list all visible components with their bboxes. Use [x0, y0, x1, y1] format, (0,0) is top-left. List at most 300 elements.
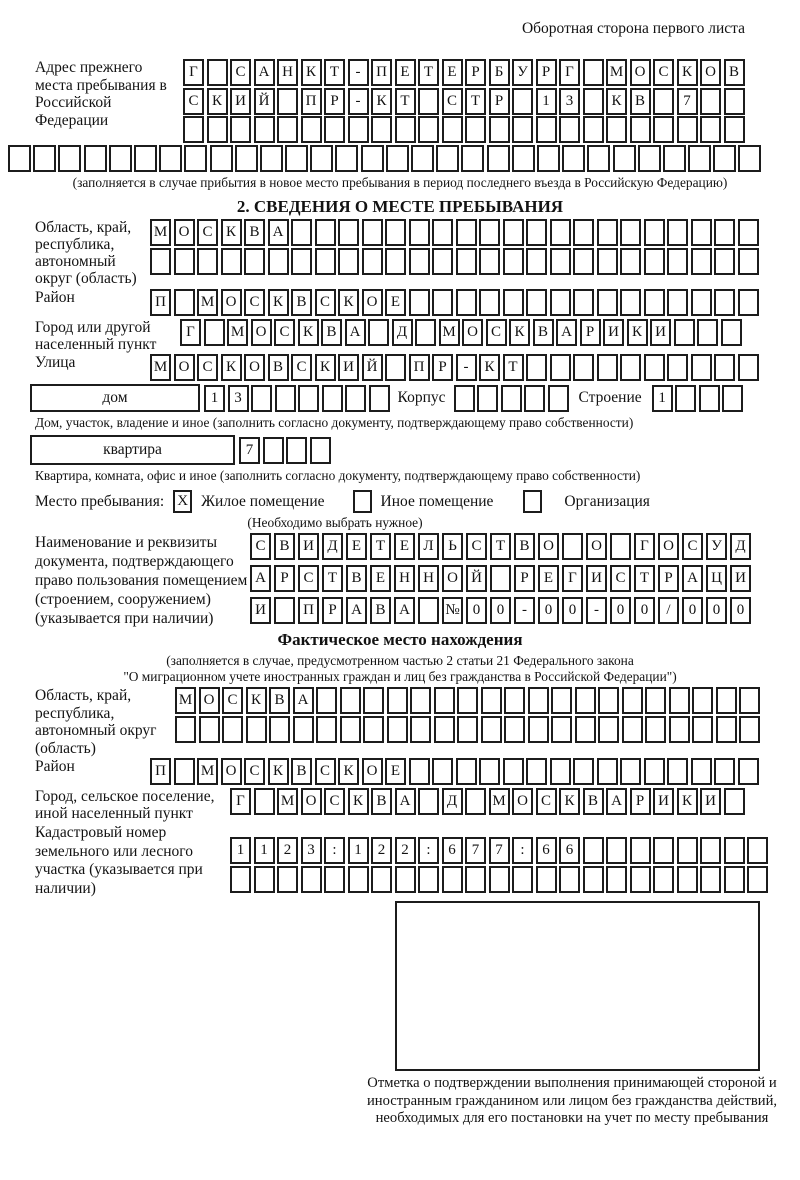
char-cell[interactable]: [503, 758, 524, 785]
char-cell[interactable]: [371, 866, 392, 893]
char-cell[interactable]: Е: [385, 289, 406, 316]
char-cell[interactable]: Н: [394, 565, 415, 592]
char-cell[interactable]: [747, 866, 768, 893]
char-cell[interactable]: [714, 289, 735, 316]
char-cell[interactable]: [528, 687, 549, 714]
char-cell[interactable]: [597, 289, 618, 316]
char-cell[interactable]: [418, 597, 439, 624]
char-cell[interactable]: 0: [682, 597, 703, 624]
char-cell[interactable]: [395, 116, 416, 143]
char-cell[interactable]: И: [338, 354, 359, 381]
char-cell[interactable]: [410, 687, 431, 714]
char-cell[interactable]: [204, 319, 225, 346]
char-cell[interactable]: [385, 219, 406, 246]
char-cell[interactable]: [418, 788, 439, 815]
char-cell[interactable]: [724, 116, 745, 143]
char-cell[interactable]: [551, 687, 572, 714]
char-cell[interactable]: Й: [254, 88, 275, 115]
char-cell[interactable]: С: [610, 565, 631, 592]
char-cell[interactable]: [442, 866, 463, 893]
char-cell[interactable]: [322, 385, 343, 412]
char-cell[interactable]: [235, 145, 258, 172]
char-cell[interactable]: С: [442, 88, 463, 115]
char-cell[interactable]: С: [274, 319, 295, 346]
char-cell[interactable]: [254, 116, 275, 143]
char-cell[interactable]: [387, 687, 408, 714]
char-cell[interactable]: [456, 758, 477, 785]
stay-option-organization-checkbox[interactable]: [523, 490, 542, 513]
char-cell[interactable]: [620, 289, 641, 316]
char-cell[interactable]: [714, 219, 735, 246]
char-cell[interactable]: [738, 758, 759, 785]
char-cell[interactable]: П: [150, 758, 171, 785]
char-cell[interactable]: [620, 758, 641, 785]
char-cell[interactable]: С: [298, 565, 319, 592]
char-cell[interactable]: [645, 687, 666, 714]
char-cell[interactable]: [197, 248, 218, 275]
char-cell[interactable]: К: [509, 319, 530, 346]
char-cell[interactable]: В: [533, 319, 554, 346]
char-cell[interactable]: [504, 687, 525, 714]
char-cell[interactable]: [316, 716, 337, 743]
char-cell[interactable]: [620, 248, 641, 275]
char-cell[interactable]: И: [730, 565, 751, 592]
char-cell[interactable]: [275, 385, 296, 412]
char-cell[interactable]: [653, 116, 674, 143]
char-cell[interactable]: [724, 788, 745, 815]
char-cell[interactable]: [348, 866, 369, 893]
char-cell[interactable]: Г: [559, 59, 580, 86]
char-cell[interactable]: Р: [274, 565, 295, 592]
char-cell[interactable]: [512, 116, 533, 143]
char-cell[interactable]: [409, 289, 430, 316]
char-cell[interactable]: [174, 758, 195, 785]
char-cell[interactable]: Ц: [706, 565, 727, 592]
char-cell[interactable]: К: [677, 788, 698, 815]
char-cell[interactable]: О: [700, 59, 721, 86]
char-cell[interactable]: С: [222, 687, 243, 714]
char-cell[interactable]: И: [700, 788, 721, 815]
char-cell[interactable]: О: [630, 59, 651, 86]
char-cell[interactable]: [562, 145, 585, 172]
char-cell[interactable]: [277, 116, 298, 143]
char-cell[interactable]: Т: [324, 59, 345, 86]
char-cell[interactable]: О: [362, 289, 383, 316]
char-cell[interactable]: [411, 145, 434, 172]
char-cell[interactable]: [677, 116, 698, 143]
char-cell[interactable]: К: [479, 354, 500, 381]
char-cell[interactable]: [84, 145, 107, 172]
char-cell[interactable]: [434, 716, 455, 743]
char-cell[interactable]: В: [268, 354, 289, 381]
char-cell[interactable]: [418, 88, 439, 115]
char-cell[interactable]: П: [298, 597, 319, 624]
char-cell[interactable]: -: [348, 59, 369, 86]
char-cell[interactable]: Е: [538, 565, 559, 592]
char-cell[interactable]: Р: [580, 319, 601, 346]
char-cell[interactable]: №: [442, 597, 463, 624]
char-cell[interactable]: [724, 866, 745, 893]
char-cell[interactable]: М: [277, 788, 298, 815]
char-cell[interactable]: О: [512, 788, 533, 815]
char-cell[interactable]: [340, 716, 361, 743]
char-cell[interactable]: [674, 319, 695, 346]
char-cell[interactable]: К: [627, 319, 648, 346]
char-cell[interactable]: 0: [466, 597, 487, 624]
char-cell[interactable]: О: [586, 533, 607, 560]
char-cell[interactable]: [33, 145, 56, 172]
char-cell[interactable]: [598, 687, 619, 714]
char-cell[interactable]: [622, 716, 643, 743]
char-cell[interactable]: [368, 319, 389, 346]
char-cell[interactable]: [583, 88, 604, 115]
char-cell[interactable]: [183, 116, 204, 143]
char-cell[interactable]: [409, 758, 430, 785]
char-cell[interactable]: А: [345, 319, 366, 346]
char-cell[interactable]: М: [489, 788, 510, 815]
char-cell[interactable]: [722, 385, 743, 412]
char-cell[interactable]: [501, 385, 522, 412]
char-cell[interactable]: С: [250, 533, 271, 560]
char-cell[interactable]: Д: [730, 533, 751, 560]
char-cell[interactable]: 0: [562, 597, 583, 624]
char-cell[interactable]: [738, 248, 759, 275]
char-cell[interactable]: [109, 145, 132, 172]
char-cell[interactable]: [630, 837, 651, 864]
char-cell[interactable]: О: [174, 219, 195, 246]
char-cell[interactable]: [644, 248, 665, 275]
char-cell[interactable]: [489, 866, 510, 893]
char-cell[interactable]: К: [268, 758, 289, 785]
char-cell[interactable]: [697, 319, 718, 346]
char-cell[interactable]: [716, 716, 737, 743]
char-cell[interactable]: К: [221, 354, 242, 381]
char-cell[interactable]: [700, 837, 721, 864]
char-cell[interactable]: [663, 145, 686, 172]
char-cell[interactable]: Р: [324, 88, 345, 115]
char-cell[interactable]: О: [221, 289, 242, 316]
char-cell[interactable]: [573, 354, 594, 381]
char-cell[interactable]: [667, 219, 688, 246]
char-cell[interactable]: [432, 758, 453, 785]
char-cell[interactable]: [456, 219, 477, 246]
char-cell[interactable]: С: [230, 59, 251, 86]
char-cell[interactable]: [277, 866, 298, 893]
char-cell[interactable]: М: [439, 319, 460, 346]
char-cell[interactable]: С: [315, 289, 336, 316]
char-cell[interactable]: [714, 248, 735, 275]
char-cell[interactable]: [263, 437, 284, 464]
char-cell[interactable]: [620, 219, 641, 246]
char-cell[interactable]: :: [324, 837, 345, 864]
char-cell[interactable]: [387, 716, 408, 743]
char-cell[interactable]: [714, 758, 735, 785]
char-cell[interactable]: :: [418, 837, 439, 864]
char-cell[interactable]: [503, 219, 524, 246]
char-cell[interactable]: С: [244, 758, 265, 785]
char-cell[interactable]: [465, 788, 486, 815]
char-cell[interactable]: К: [246, 687, 267, 714]
char-cell[interactable]: [548, 385, 569, 412]
char-cell[interactable]: [432, 248, 453, 275]
char-cell[interactable]: В: [244, 219, 265, 246]
char-cell[interactable]: [477, 385, 498, 412]
char-cell[interactable]: [230, 116, 251, 143]
char-cell[interactable]: И: [230, 88, 251, 115]
char-cell[interactable]: С: [324, 788, 345, 815]
char-cell[interactable]: И: [603, 319, 624, 346]
char-cell[interactable]: [536, 116, 557, 143]
char-cell[interactable]: Т: [490, 533, 511, 560]
char-cell[interactable]: М: [606, 59, 627, 86]
char-cell[interactable]: [260, 145, 283, 172]
char-cell[interactable]: А: [268, 219, 289, 246]
char-cell[interactable]: [691, 248, 712, 275]
char-cell[interactable]: [692, 687, 713, 714]
char-cell[interactable]: [293, 716, 314, 743]
char-cell[interactable]: Г: [183, 59, 204, 86]
char-cell[interactable]: К: [338, 758, 359, 785]
char-cell[interactable]: [653, 837, 674, 864]
char-cell[interactable]: [724, 837, 745, 864]
char-cell[interactable]: [714, 354, 735, 381]
char-cell[interactable]: М: [227, 319, 248, 346]
char-cell[interactable]: [644, 219, 665, 246]
char-cell[interactable]: 3: [559, 88, 580, 115]
char-cell[interactable]: [285, 145, 308, 172]
char-cell[interactable]: [559, 866, 580, 893]
char-cell[interactable]: Р: [322, 597, 343, 624]
char-cell[interactable]: [526, 758, 547, 785]
char-cell[interactable]: -: [456, 354, 477, 381]
char-cell[interactable]: [184, 145, 207, 172]
char-cell[interactable]: [150, 248, 171, 275]
char-cell[interactable]: Н: [277, 59, 298, 86]
char-cell[interactable]: М: [175, 687, 196, 714]
char-cell[interactable]: /: [658, 597, 679, 624]
char-cell[interactable]: 2: [277, 837, 298, 864]
char-cell[interactable]: К: [606, 88, 627, 115]
char-cell[interactable]: 7: [489, 837, 510, 864]
char-cell[interactable]: К: [338, 289, 359, 316]
char-cell[interactable]: [244, 248, 265, 275]
char-cell[interactable]: [457, 716, 478, 743]
char-cell[interactable]: [716, 687, 737, 714]
char-cell[interactable]: О: [462, 319, 483, 346]
char-cell[interactable]: [597, 219, 618, 246]
char-cell[interactable]: С: [466, 533, 487, 560]
char-cell[interactable]: [418, 866, 439, 893]
char-cell[interactable]: В: [724, 59, 745, 86]
char-cell[interactable]: [409, 248, 430, 275]
char-cell[interactable]: О: [174, 354, 195, 381]
char-cell[interactable]: [688, 145, 711, 172]
char-cell[interactable]: [562, 533, 583, 560]
char-cell[interactable]: [667, 248, 688, 275]
char-cell[interactable]: Д: [392, 319, 413, 346]
char-cell[interactable]: 7: [239, 437, 260, 464]
char-cell[interactable]: [456, 289, 477, 316]
char-cell[interactable]: Т: [322, 565, 343, 592]
char-cell[interactable]: [536, 866, 557, 893]
char-cell[interactable]: А: [556, 319, 577, 346]
char-cell[interactable]: 0: [730, 597, 751, 624]
char-cell[interactable]: В: [371, 788, 392, 815]
char-cell[interactable]: 1: [652, 385, 673, 412]
char-cell[interactable]: [550, 219, 571, 246]
char-cell[interactable]: -: [514, 597, 535, 624]
char-cell[interactable]: [269, 716, 290, 743]
char-cell[interactable]: П: [150, 289, 171, 316]
char-cell[interactable]: К: [348, 788, 369, 815]
char-cell[interactable]: [550, 758, 571, 785]
char-cell[interactable]: В: [269, 687, 290, 714]
char-cell[interactable]: [487, 145, 510, 172]
char-cell[interactable]: К: [677, 59, 698, 86]
char-cell[interactable]: 3: [301, 837, 322, 864]
char-cell[interactable]: Г: [634, 533, 655, 560]
char-cell[interactable]: К: [268, 289, 289, 316]
char-cell[interactable]: [699, 385, 720, 412]
char-cell[interactable]: [361, 145, 384, 172]
char-cell[interactable]: [434, 687, 455, 714]
char-cell[interactable]: [606, 116, 627, 143]
char-cell[interactable]: В: [291, 758, 312, 785]
char-cell[interactable]: [442, 116, 463, 143]
char-cell[interactable]: [246, 716, 267, 743]
char-cell[interactable]: Н: [418, 565, 439, 592]
char-cell[interactable]: Т: [465, 88, 486, 115]
char-cell[interactable]: А: [682, 565, 703, 592]
char-cell[interactable]: О: [221, 758, 242, 785]
char-cell[interactable]: С: [315, 758, 336, 785]
char-cell[interactable]: [481, 716, 502, 743]
char-cell[interactable]: Ь: [442, 533, 463, 560]
char-cell[interactable]: С: [536, 788, 557, 815]
char-cell[interactable]: М: [197, 758, 218, 785]
char-cell[interactable]: [254, 788, 275, 815]
char-cell[interactable]: [526, 219, 547, 246]
char-cell[interactable]: 1: [536, 88, 557, 115]
char-cell[interactable]: [432, 289, 453, 316]
char-cell[interactable]: В: [291, 289, 312, 316]
char-cell[interactable]: Р: [465, 59, 486, 86]
char-cell[interactable]: [644, 354, 665, 381]
char-cell[interactable]: М: [150, 354, 171, 381]
char-cell[interactable]: [409, 219, 430, 246]
char-cell[interactable]: Й: [362, 354, 383, 381]
char-cell[interactable]: [301, 116, 322, 143]
stay-option-residential-checkbox[interactable]: X: [173, 490, 192, 513]
char-cell[interactable]: [324, 116, 345, 143]
char-cell[interactable]: [479, 248, 500, 275]
char-cell[interactable]: [291, 219, 312, 246]
char-cell[interactable]: 0: [610, 597, 631, 624]
stay-option-other-checkbox[interactable]: [353, 490, 372, 513]
char-cell[interactable]: С: [653, 59, 674, 86]
char-cell[interactable]: П: [301, 88, 322, 115]
char-cell[interactable]: [8, 145, 31, 172]
char-cell[interactable]: [315, 248, 336, 275]
char-cell[interactable]: [638, 145, 661, 172]
char-cell[interactable]: [385, 248, 406, 275]
char-cell[interactable]: [669, 716, 690, 743]
char-cell[interactable]: Д: [442, 788, 463, 815]
char-cell[interactable]: [620, 354, 641, 381]
char-cell[interactable]: [210, 145, 233, 172]
char-cell[interactable]: Л: [418, 533, 439, 560]
char-cell[interactable]: К: [559, 788, 580, 815]
char-cell[interactable]: [456, 248, 477, 275]
char-cell[interactable]: :: [512, 837, 533, 864]
char-cell[interactable]: О: [301, 788, 322, 815]
char-cell[interactable]: [613, 145, 636, 172]
char-cell[interactable]: 6: [442, 837, 463, 864]
char-cell[interactable]: С: [291, 354, 312, 381]
char-cell[interactable]: Е: [395, 59, 416, 86]
char-cell[interactable]: О: [658, 533, 679, 560]
char-cell[interactable]: [277, 88, 298, 115]
char-cell[interactable]: И: [298, 533, 319, 560]
char-cell[interactable]: [503, 248, 524, 275]
char-cell[interactable]: [653, 866, 674, 893]
char-cell[interactable]: А: [254, 59, 275, 86]
char-cell[interactable]: [386, 145, 409, 172]
char-cell[interactable]: 2: [395, 837, 416, 864]
char-cell[interactable]: [340, 687, 361, 714]
char-cell[interactable]: [587, 145, 610, 172]
char-cell[interactable]: 1: [230, 837, 251, 864]
char-cell[interactable]: 0: [634, 597, 655, 624]
char-cell[interactable]: Б: [489, 59, 510, 86]
char-cell[interactable]: [134, 145, 157, 172]
char-cell[interactable]: [465, 866, 486, 893]
char-cell[interactable]: 6: [559, 837, 580, 864]
char-cell[interactable]: [58, 145, 81, 172]
char-cell[interactable]: [362, 248, 383, 275]
char-cell[interactable]: К: [298, 319, 319, 346]
char-cell[interactable]: [490, 565, 511, 592]
char-cell[interactable]: [675, 385, 696, 412]
char-cell[interactable]: [700, 866, 721, 893]
char-cell[interactable]: Р: [536, 59, 557, 86]
char-cell[interactable]: [395, 866, 416, 893]
char-cell[interactable]: [335, 145, 358, 172]
char-cell[interactable]: 3: [228, 385, 249, 412]
char-cell[interactable]: [254, 866, 275, 893]
char-cell[interactable]: [286, 437, 307, 464]
char-cell[interactable]: [667, 758, 688, 785]
char-cell[interactable]: [385, 354, 406, 381]
char-cell[interactable]: Т: [370, 533, 391, 560]
char-cell[interactable]: В: [321, 319, 342, 346]
char-cell[interactable]: [436, 145, 459, 172]
char-cell[interactable]: [738, 354, 759, 381]
char-cell[interactable]: [479, 289, 500, 316]
char-cell[interactable]: В: [514, 533, 535, 560]
char-cell[interactable]: [479, 219, 500, 246]
char-cell[interactable]: [575, 687, 596, 714]
char-cell[interactable]: [573, 248, 594, 275]
char-cell[interactable]: И: [650, 319, 671, 346]
char-cell[interactable]: [747, 837, 768, 864]
char-cell[interactable]: [175, 716, 196, 743]
char-cell[interactable]: [583, 866, 604, 893]
char-cell[interactable]: [691, 289, 712, 316]
char-cell[interactable]: [251, 385, 272, 412]
char-cell[interactable]: [371, 116, 392, 143]
char-cell[interactable]: [174, 248, 195, 275]
